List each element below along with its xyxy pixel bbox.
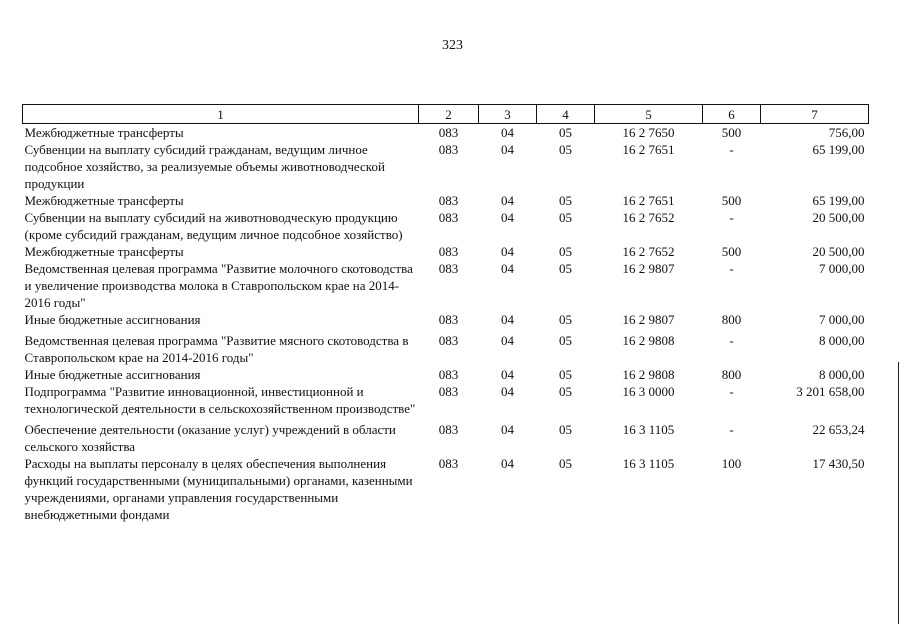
- table-row: [23, 124, 869, 142]
- row-col-6: 500: [721, 125, 742, 140]
- header-col-6: 6: [703, 105, 761, 124]
- table-row: [23, 366, 869, 383]
- table-row: [23, 311, 869, 328]
- row-col-4: 05: [559, 261, 572, 276]
- row-col-4: 05: [559, 384, 572, 399]
- row-col-2: 083: [438, 312, 459, 327]
- row-col-6: 500: [721, 244, 742, 259]
- row-name: Ведомственная целевая программа "Развитие молочного скотоводства и увеличение производства молока в Ставропольском крае на 2014-2016 годы": [24, 261, 413, 310]
- row-col-3: 04: [501, 125, 514, 140]
- row-col-4: 05: [559, 142, 572, 157]
- row-col-7: 65 199,00: [812, 193, 865, 208]
- row-col-3: 04: [501, 210, 514, 225]
- row-col-5: 16 2 9808: [622, 367, 675, 382]
- row-col-5: 16 2 9808: [622, 333, 675, 348]
- row-col-6: 100: [721, 456, 742, 471]
- row-col-2: 083: [438, 367, 459, 382]
- row-name: Иные бюджетные ассигнования: [24, 367, 201, 382]
- row-name: Межбюджетные трансферты: [24, 244, 184, 259]
- row-col-2: 083: [438, 384, 459, 399]
- row-col-4: 05: [559, 125, 572, 140]
- row-col-4: 05: [559, 422, 572, 437]
- row-col-7: 20 500,00: [812, 244, 865, 259]
- row-col-5: 16 2 7650: [622, 125, 675, 140]
- row-col-2: 083: [438, 193, 459, 208]
- row-col-3: 04: [501, 261, 514, 276]
- page-number: 323: [442, 38, 463, 53]
- row-col-6: -: [729, 384, 734, 399]
- row-col-7: 7 000,00: [819, 312, 865, 327]
- row-col-4: 05: [559, 193, 572, 208]
- table-row: [23, 243, 869, 260]
- table-row: [23, 141, 869, 192]
- table-row: [23, 455, 869, 523]
- table-row: [23, 383, 869, 417]
- row-col-4: 05: [559, 312, 572, 327]
- row-name: Межбюджетные трансферты: [24, 193, 184, 208]
- table-body: [23, 124, 869, 524]
- row-col-6: 800: [721, 312, 742, 327]
- row-name: Субвенции на выплату субсидий на животноводческую продукцию (кроме субсидий гражданам, ведущим личное подсобное хозяйство): [24, 210, 403, 242]
- row-col-3: 04: [501, 456, 514, 471]
- row-col-3: 04: [501, 142, 514, 157]
- row-col-7: 3 201 658,00: [796, 384, 865, 399]
- row-col-5: 16 2 9807: [622, 261, 675, 276]
- row-col-5: 16 3 1105: [622, 456, 675, 471]
- row-col-4: 05: [559, 244, 572, 259]
- row-col-2: 083: [438, 333, 459, 348]
- row-col-6: -: [729, 333, 734, 348]
- header-col-3: 3: [479, 105, 537, 124]
- row-col-4: 05: [559, 456, 572, 471]
- row-col-6: -: [729, 261, 734, 276]
- row-col-4: 05: [559, 333, 572, 348]
- row-name: Иные бюджетные ассигнования: [24, 312, 201, 327]
- row-col-7: 8 000,00: [819, 367, 865, 382]
- table-row: [23, 209, 869, 243]
- row-col-3: 04: [501, 312, 514, 327]
- row-name: Межбюджетные трансферты: [24, 125, 184, 140]
- row-col-3: 04: [501, 422, 514, 437]
- table-row: [23, 328, 869, 366]
- row-col-2: 083: [438, 456, 459, 471]
- table-header-row: [23, 105, 869, 124]
- row-col-2: 083: [438, 261, 459, 276]
- row-col-4: 05: [559, 210, 572, 225]
- row-col-7: 17 430,50: [812, 456, 865, 471]
- row-name: Субвенции на выплату субсидий гражданам, ведущим личное подсобное хозяйство, за реализуемые объемы животноводческой продукции: [24, 142, 385, 191]
- row-col-3: 04: [501, 244, 514, 259]
- row-col-6: -: [729, 210, 734, 225]
- row-col-6: 800: [721, 367, 742, 382]
- row-col-7: 22 653,24: [812, 422, 865, 437]
- row-col-2: 083: [438, 422, 459, 437]
- row-col-3: 04: [501, 384, 514, 399]
- header-col-5: 5: [595, 105, 703, 124]
- row-col-5: 16 2 7652: [622, 244, 675, 259]
- row-name: Ведомственная целевая программа "Развитие мясного скотоводства в Ставропольском крае на 2014-2016 годы": [24, 333, 409, 365]
- table-row: [23, 417, 869, 455]
- row-col-7: 65 199,00: [812, 142, 865, 157]
- header-col-1: 1: [23, 105, 419, 124]
- header-col-7: 7: [761, 105, 869, 124]
- table-row: [23, 192, 869, 209]
- row-col-2: 083: [438, 244, 459, 259]
- row-col-4: 05: [559, 367, 572, 382]
- header-col-2: 2: [419, 105, 479, 124]
- row-col-7: 8 000,00: [819, 333, 865, 348]
- row-col-7: 20 500,00: [812, 210, 865, 225]
- table-row: [23, 260, 869, 311]
- row-col-5: 16 2 9807: [622, 312, 675, 327]
- row-col-2: 083: [438, 125, 459, 140]
- row-col-3: 04: [501, 367, 514, 382]
- row-col-5: 16 2 7652: [622, 210, 675, 225]
- header-col-4: 4: [537, 105, 595, 124]
- budget-table: [22, 104, 869, 523]
- row-col-6: -: [729, 422, 734, 437]
- row-col-6: 500: [721, 193, 742, 208]
- row-col-5: 16 3 0000: [622, 384, 675, 399]
- row-col-3: 04: [501, 193, 514, 208]
- row-col-7: 756,00: [828, 125, 865, 140]
- row-col-5: 16 2 7651: [622, 193, 675, 208]
- scan-margin-line: [898, 362, 899, 624]
- row-name: Обеспечение деятельности (оказание услуг) учреждений в области сельского хозяйства: [24, 422, 396, 454]
- row-col-2: 083: [438, 210, 459, 225]
- row-col-7: 7 000,00: [819, 261, 865, 276]
- row-col-6: -: [729, 142, 734, 157]
- row-name: Расходы на выплаты персоналу в целях обеспечения выполнения функций государственными (муниципальными) органами, казенными учреждениями, органами управления государственными внебюджетными фондами: [24, 456, 413, 522]
- row-col-3: 04: [501, 333, 514, 348]
- row-col-5: 16 2 7651: [622, 142, 675, 157]
- row-name: Подпрограмма "Развитие инновационной, инвестиционной и технологической деятельности в сельскохозяйственном производстве": [24, 384, 416, 416]
- row-col-5: 16 3 1105: [622, 422, 675, 437]
- row-col-2: 083: [438, 142, 459, 157]
